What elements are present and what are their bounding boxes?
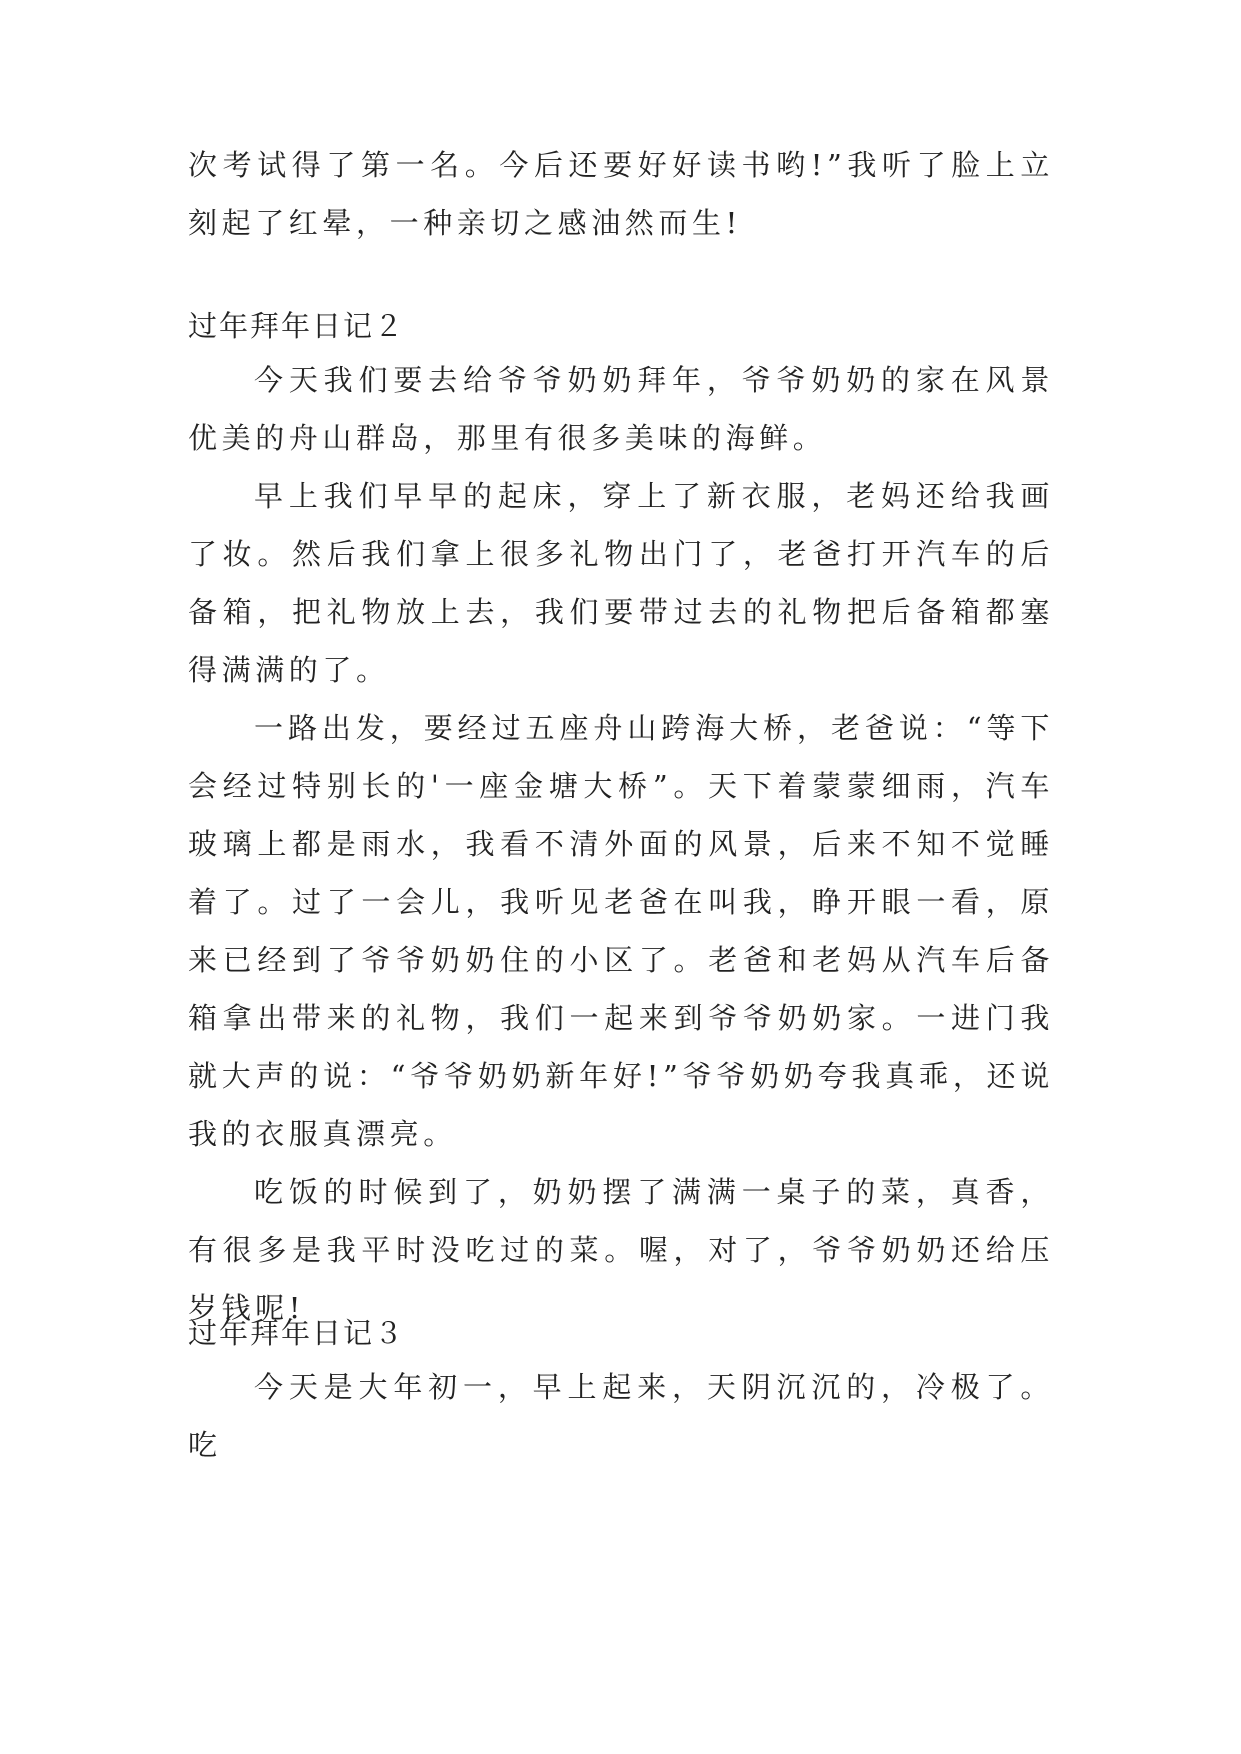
diary-2-body xyxy=(188,351,1054,1337)
diary-3-title: 过年拜年日记３ xyxy=(188,1316,406,1350)
diary-2-title: 过年拜年日记２ xyxy=(188,309,406,343)
diary-2-paragraph-3: 一路出发，要经过五座舟山跨海大桥，老爸说：“等下会经过特别长的'一座金塘大桥”。天下着蒙蒙细雨，汽车玻璃上都是雨水，我看不清外面的风景，后来不知不觉睡着了。过了一会儿，我听见老爸在叫我，睁开眼一看，原来已经到了爷爷奶奶住的小区了。老爸和老妈从汽车后备箱拿出带来的礼物，我们一起来到爷爷奶奶家。一进门我就大声的说：“爷爷奶奶新年好!”爷爷奶奶夸我真乖，还说我的衣服真漂亮。 xyxy=(188,711,1054,1151)
diary-3-body xyxy=(188,1358,1054,1474)
diary-2-paragraph-4: 吃饭的时候到了，奶奶摆了满满一桌子的菜，真香，有很多是我平时没吃过的菜。喔，对了，爷爷奶奶还给压岁钱呢! xyxy=(188,1175,1054,1325)
continuation-text: 次考试得了第一名。今后还要好好读书哟!”我听了脸上立刻起了红晕，一种亲切之感油然而生! xyxy=(188,148,1054,240)
continuation-paragraph xyxy=(188,136,1054,252)
diary-2-paragraph-2: 早上我们早早的起床，穿上了新衣服，老妈还给我画了妆。然后我们拿上很多礼物出门了，老爸打开汽车的后备箱，把礼物放上去，我们要带过去的礼物把后备箱都塞得满满的了。 xyxy=(188,479,1054,687)
diary-2-paragraph-1: 今天我们要去给爷爷奶奶拜年，爷爷奶奶的家在风景优美的舟山群岛，那里有很多美味的海鲜。 xyxy=(188,363,1054,455)
diary-3-paragraph-1: 今天是大年初一，早上起来，天阴沉沉的，冷极了。吃 xyxy=(188,1370,1054,1462)
